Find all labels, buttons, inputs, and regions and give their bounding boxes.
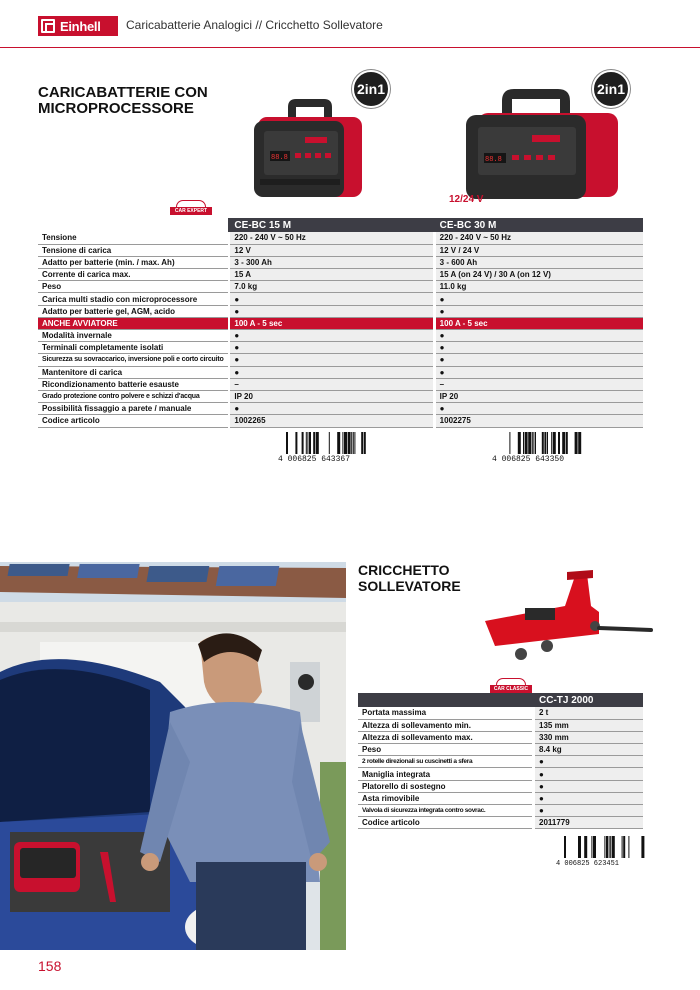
car-outline-icon <box>496 678 526 685</box>
table-row <box>38 293 643 305</box>
section-title-chargers <box>38 85 208 117</box>
section-title-jack <box>358 562 461 594</box>
row-label: Grado protezione contro polvere e schizzi d'acqua <box>38 390 228 402</box>
lifestyle-photo-man-charging-car <box>0 562 346 950</box>
barcode <box>278 432 368 462</box>
row-label: Peso <box>38 281 228 293</box>
table-row <box>358 707 643 719</box>
table-row <box>38 390 643 402</box>
row-label: Ricondizionamento batterie esauste <box>38 378 228 390</box>
column-header: CE-BC 15 M <box>230 218 432 232</box>
table-row <box>38 378 643 390</box>
row-value: ● <box>230 354 432 366</box>
table-row <box>38 317 643 329</box>
row-value: IP 20 <box>436 390 643 402</box>
row-value: ● <box>535 792 643 804</box>
row-value: 1002275 <box>436 415 643 427</box>
car-classic-logo <box>490 678 532 694</box>
einhell-mark-icon <box>41 19 55 33</box>
barcode-bars <box>286 432 368 454</box>
row-value: 1002265 <box>230 415 432 427</box>
barcode-number: 4 006825 643350 <box>492 455 565 464</box>
table-row <box>38 415 643 427</box>
row-label: Portata massima <box>358 707 532 719</box>
charger-spec-table <box>38 218 643 428</box>
row-value: ● <box>436 305 643 317</box>
row-value: ● <box>230 293 432 305</box>
row-label: Asta rimovibile <box>358 792 532 804</box>
table-row <box>38 354 643 366</box>
row-label: ANCHE AVVIATORE <box>38 317 228 329</box>
page-number: 158 <box>38 958 62 974</box>
table-row <box>358 756 643 768</box>
column-header: CC-TJ 2000 <box>535 693 643 707</box>
table-row <box>38 281 643 293</box>
row-value: ● <box>436 403 643 415</box>
row-label: Tensione <box>38 232 228 244</box>
table-row <box>38 256 643 268</box>
row-value: ● <box>230 342 432 354</box>
row-value: 220 - 240 V ~ 50 Hz <box>230 232 432 244</box>
section-title-line: CRICCHETTO <box>358 562 450 578</box>
table-row <box>38 244 643 256</box>
row-label: Peso <box>358 744 532 756</box>
row-label: Altezza di sollevamento max. <box>358 731 532 743</box>
row-value: – <box>436 378 643 390</box>
row-label: Maniglia integrata <box>358 768 532 780</box>
barcode-number: 4 006825 643367 <box>278 455 351 464</box>
row-label: Altezza di sollevamento min. <box>358 719 532 731</box>
row-label: Valvola di sicurezza integrata contro sovrac. <box>358 805 532 817</box>
header-blank-cell <box>38 218 228 232</box>
row-label: Codice articolo <box>38 415 228 427</box>
row-label: Terminali completamente isolati <box>38 342 228 354</box>
charger-ce-bc-15m-image <box>250 95 370 205</box>
row-value: ● <box>436 366 643 378</box>
table-header-row <box>38 218 643 232</box>
row-value: 220 - 240 V ~ 50 Hz <box>436 232 643 244</box>
row-value: ● <box>436 342 643 354</box>
table-row <box>38 366 643 378</box>
section-title-line: MICROPROCESSORE <box>38 100 194 117</box>
row-value: 330 mm <box>535 731 643 743</box>
row-value: 100 A - 5 sec <box>436 317 643 329</box>
row-value: ● <box>230 366 432 378</box>
car-outline-icon <box>176 200 206 207</box>
row-value: 15 A <box>230 269 432 281</box>
row-label: 2 rotelle direzionali su cuscinetti a sfera <box>358 756 532 768</box>
svg-text:88.8: 88.8 <box>485 156 502 164</box>
row-value: 15 A (on 24 V) / 30 A (on 12 V) <box>436 269 643 281</box>
row-value: 7.0 kg <box>230 281 432 293</box>
row-value: 2 t <box>535 707 643 719</box>
voltage-label: 12/24 V <box>449 194 484 205</box>
row-value: ● <box>535 756 643 768</box>
row-label: Possibilità fissaggio a parete / manuale <box>38 403 228 415</box>
row-value: 8.4 kg <box>535 744 643 756</box>
row-value: – <box>230 378 432 390</box>
table-row <box>358 817 643 829</box>
row-value: 2011779 <box>535 817 643 829</box>
row-value: ● <box>230 305 432 317</box>
breadcrumb: Caricabatterie Analogici // Cricchetto Sollevatore <box>126 18 383 32</box>
row-value: ● <box>436 354 643 366</box>
row-value: 135 mm <box>535 719 643 731</box>
row-value: ● <box>230 330 432 342</box>
row-value: ● <box>535 805 643 817</box>
einhell-logo <box>38 16 118 36</box>
table-row <box>358 805 643 817</box>
row-value: 3 - 600 Ah <box>436 256 643 268</box>
page-header <box>0 0 700 48</box>
section-title-line: CARICABATTERIE CON <box>38 84 208 101</box>
barcode-number: 4 006825 623451 <box>556 860 620 868</box>
row-label: Adatto per batterie gel, AGM, acido <box>38 305 228 317</box>
trolley-jack-image <box>475 566 655 666</box>
car-expert-label: CAR EXPERT <box>170 207 212 215</box>
table-row <box>38 342 643 354</box>
header-blank-cell <box>358 693 532 707</box>
row-value: 100 A - 5 sec <box>230 317 432 329</box>
row-label: Corrente di carica max. <box>38 269 228 281</box>
row-label: Modalità invernale <box>38 330 228 342</box>
table-row <box>358 719 643 731</box>
row-label: Carica multi stadio con microprocessore <box>38 293 228 305</box>
table-row <box>358 792 643 804</box>
svg-text:88.8: 88.8 <box>271 154 288 162</box>
row-value: ● <box>535 768 643 780</box>
row-value: ● <box>436 293 643 305</box>
row-label: Tensione di carica <box>38 244 228 256</box>
barcode <box>556 836 646 866</box>
table-header-row <box>358 693 643 707</box>
table-row <box>358 731 643 743</box>
row-label: Mantenitore di carica <box>38 366 228 378</box>
2in1-badge: 2in1 <box>592 70 630 108</box>
column-header: CE-BC 30 M <box>436 218 643 232</box>
brand-name: Einhell <box>60 18 101 34</box>
barcode <box>492 432 582 462</box>
table-row <box>38 305 643 317</box>
row-label: Platorello di sostegno <box>358 780 532 792</box>
table-row <box>358 744 643 756</box>
row-value: 11.0 kg <box>436 281 643 293</box>
row-label: Adatto per batterie (min. / max. Ah) <box>38 256 228 268</box>
table-row <box>358 780 643 792</box>
row-value: 12 V / 24 V <box>436 244 643 256</box>
section-title-line: SOLLEVATORE <box>358 578 461 594</box>
row-value: IP 20 <box>230 390 432 402</box>
barcode-bars <box>500 432 582 454</box>
table-row <box>358 768 643 780</box>
table-row <box>38 330 643 342</box>
row-label: Codice articolo <box>358 817 532 829</box>
row-value: ● <box>436 330 643 342</box>
row-value: ● <box>230 403 432 415</box>
car-expert-logo <box>170 200 212 216</box>
jack-spec-table <box>358 693 643 829</box>
row-label: Sicurezza su sovraccarico, inversione poli e corto circuito <box>38 354 228 366</box>
row-value: 12 V <box>230 244 432 256</box>
row-value: ● <box>535 780 643 792</box>
2in1-badge: 2in1 <box>352 70 390 108</box>
car-classic-label: CAR CLASSIC <box>490 685 532 693</box>
table-row <box>38 269 643 281</box>
barcode-bars <box>564 836 646 858</box>
table-row <box>38 403 643 415</box>
table-row <box>38 232 643 244</box>
row-value: 3 - 300 Ah <box>230 256 432 268</box>
